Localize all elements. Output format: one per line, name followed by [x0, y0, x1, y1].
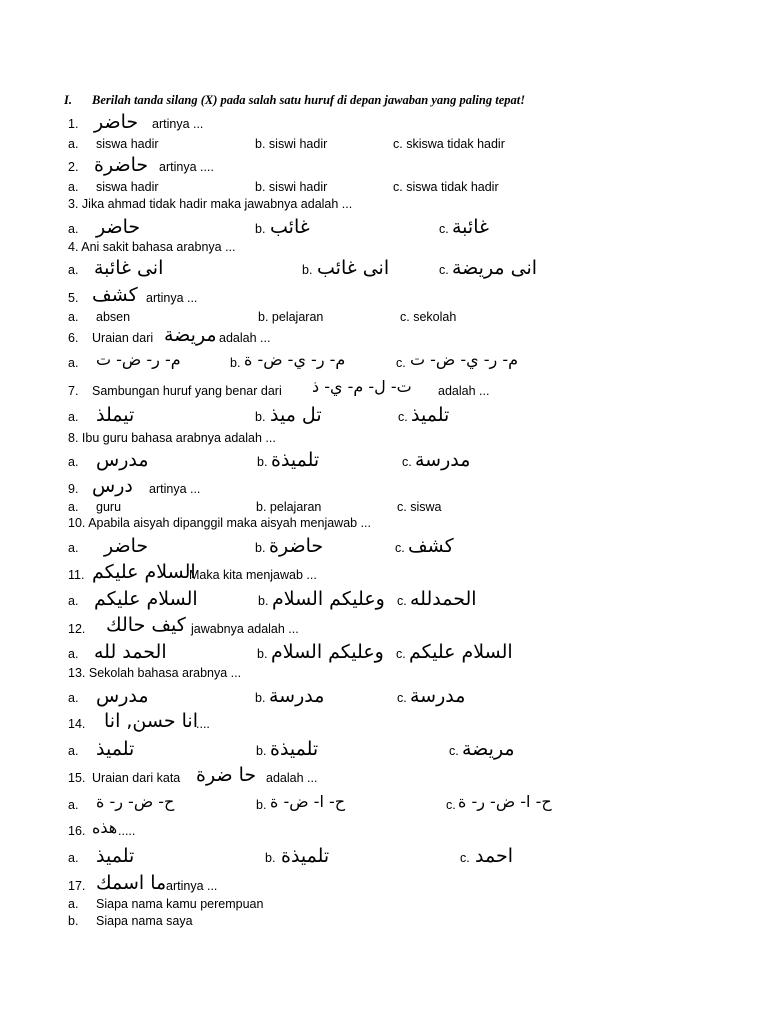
- option-b-arabic: تلميذة: [271, 449, 320, 471]
- option-b-label[interactable]: b.: [258, 594, 269, 608]
- option-b-arabic: تل ميذ: [270, 404, 322, 426]
- option-b-arabic: تلميذة: [270, 738, 319, 760]
- option-b-label: b.: [255, 137, 266, 151]
- option-b-label[interactable]: b.: [230, 356, 241, 370]
- question-number: 1.: [68, 117, 79, 131]
- option-a-label: a.: [68, 897, 79, 911]
- option-c-label[interactable]: c.: [396, 647, 406, 661]
- question-suffix: jawabnya adalah ...: [191, 622, 299, 636]
- option-c-label: c.: [400, 310, 410, 324]
- question-arabic: حا ضرة: [196, 764, 257, 786]
- option-b-arabic: حاضرة: [269, 535, 324, 557]
- option-c-text: siswa tidak hadir: [406, 180, 499, 194]
- option-a-label[interactable]: a.: [68, 744, 79, 758]
- question-number: 8.: [68, 431, 79, 445]
- option-a-arabic: ح- ض- ر- ة: [96, 792, 175, 811]
- option-b[interactable]: [255, 180, 327, 194]
- option-b-label[interactable]: b.: [255, 541, 266, 555]
- question-text: [68, 666, 241, 680]
- option-c-label[interactable]: c.: [402, 455, 412, 469]
- option-c[interactable]: [393, 180, 499, 194]
- question-number: 17.: [68, 879, 86, 893]
- question-arabic: السلام عليكم: [92, 561, 196, 583]
- option-c-arabic: انى مريضة: [452, 257, 538, 279]
- question-number: 7.: [68, 384, 79, 398]
- option-a-arabic: م- ر- ض- ت: [96, 350, 181, 369]
- option-a-label[interactable]: a.: [68, 541, 79, 555]
- option-c-arabic: ح- ا- ض- ر- ة: [458, 792, 552, 811]
- option-c-arabic: كشف: [408, 535, 454, 557]
- option-b-label[interactable]: b.: [255, 222, 266, 236]
- option-a-text: siswa hadir: [96, 180, 159, 194]
- option-c-text: skiswa tidak hadir: [406, 137, 505, 151]
- question-text: [68, 240, 236, 254]
- question-arabic: كشف: [92, 284, 138, 306]
- question-prefix: Uraian dari: [92, 331, 154, 345]
- option-a-arabic: تلميذ: [96, 845, 135, 867]
- option-b-text: siswi hadir: [268, 180, 328, 194]
- question-body: Jika ahmad tidak hadir maka jawabnya adalah ...: [81, 197, 353, 211]
- question-number: 4.: [68, 240, 79, 254]
- option-c-label[interactable]: c.: [395, 541, 405, 555]
- option-c-label[interactable]: c.: [396, 356, 406, 370]
- option-a-arabic: مدرس: [96, 685, 149, 707]
- option-c-label[interactable]: c.: [439, 222, 449, 236]
- question-arabic: مريضة: [164, 324, 217, 346]
- option-b-text: pelajaran: [271, 310, 324, 324]
- option-a-text: absen: [96, 310, 131, 324]
- question-arabic: ما اسمك: [96, 872, 167, 894]
- question-text: [68, 516, 371, 530]
- option-c[interactable]: [400, 310, 456, 324]
- option-a-text: siswa hadir: [96, 137, 159, 151]
- option-b-label[interactable]: b.: [256, 744, 267, 758]
- option-b-label: b.: [68, 914, 79, 928]
- instruction: [64, 93, 744, 108]
- option-a-label[interactable]: a.: [68, 137, 79, 151]
- option-b-arabic: مدرسة: [269, 685, 325, 707]
- question-number: 10.: [68, 516, 86, 530]
- option-b[interactable]: [255, 137, 327, 151]
- question-prefix: Sambungan huruf yang benar dari: [92, 384, 282, 398]
- option-a-label[interactable]: a.: [68, 455, 79, 469]
- option-c-arabic: الحمدلله: [410, 588, 477, 610]
- option-c-label[interactable]: c.: [439, 263, 449, 277]
- option-a-arabic: الحمد لله: [94, 641, 167, 663]
- option-b-text: Siapa nama saya: [96, 914, 193, 928]
- option-a-arabic: انى غائبة: [94, 257, 164, 279]
- question-suffix: artinya ...: [149, 482, 201, 496]
- question-number: 12.: [68, 622, 86, 636]
- option-c-label: c.: [397, 500, 407, 514]
- question-suffix: artinya ...: [152, 117, 204, 131]
- question-arabic: انا حسن, انا: [104, 710, 198, 732]
- option-c[interactable]: [397, 500, 441, 514]
- question-suffix: artinya ....: [159, 160, 214, 174]
- option-b-label[interactable]: b.: [255, 410, 266, 424]
- option-c-arabic: م- ر- ي- ض- ت: [410, 350, 518, 369]
- option-c-arabic: غائبة: [452, 216, 489, 238]
- option-b-label: b.: [258, 310, 269, 324]
- question-body: Ani sakit bahasa arabnya ...: [81, 240, 236, 254]
- question-suffix: adalah ...: [438, 384, 490, 398]
- question-suffix: Maka kita menjawab ...: [189, 568, 317, 582]
- option-a-arabic: مدرس: [96, 449, 149, 471]
- question-suffix: ....: [196, 717, 210, 731]
- option-b-arabic: انى غائب: [317, 257, 390, 279]
- option-c[interactable]: [393, 137, 505, 151]
- option-c-label[interactable]: c.: [398, 410, 408, 424]
- option-a-label[interactable]: a.: [68, 356, 79, 370]
- option-b-label[interactable]: b.: [257, 455, 268, 469]
- option-a-text: Siapa nama kamu perempuan: [96, 897, 264, 911]
- option-a-label[interactable]: a.: [68, 180, 79, 194]
- question-body: Apabila aisyah dipanggil maka aisyah menjawab ...: [88, 516, 371, 530]
- question-arabic: حاضرة: [94, 154, 149, 176]
- option-a-label[interactable]: a.: [68, 691, 79, 705]
- option-a-label[interactable]: a.: [68, 410, 79, 424]
- option-a-label[interactable]: a.: [68, 851, 79, 865]
- question-arabic: هذه: [92, 818, 118, 837]
- question-number: 9.: [68, 482, 79, 496]
- option-b-arabic: وعليكم السلام: [272, 588, 385, 610]
- question-suffix: artinya ...: [146, 291, 198, 305]
- option-b[interactable]: [256, 500, 321, 514]
- question-number: 15.: [68, 771, 86, 785]
- question-number: 3.: [68, 197, 79, 211]
- question-suffix: adalah ...: [219, 331, 271, 345]
- option-b-label[interactable]: b.: [265, 851, 276, 865]
- option-a-arabic: تلميذ: [96, 738, 135, 760]
- option-b-arabic: م- ر- ي- ض- ة: [244, 350, 346, 369]
- question-number: 16.: [68, 824, 86, 838]
- option-a-label[interactable]: a.: [68, 798, 79, 812]
- option-a-label[interactable]: a.: [68, 500, 79, 514]
- question-suffix: .....: [118, 824, 136, 838]
- question-text: [68, 431, 276, 445]
- option-b-label[interactable]: b.: [256, 798, 267, 812]
- option-b[interactable]: [258, 310, 323, 324]
- option-a-label[interactable]: a.: [68, 310, 79, 324]
- question-prefix: Uraian dari kata: [92, 771, 181, 785]
- option-c-label[interactable]: c.: [460, 851, 470, 865]
- question-suffix: artinya ...: [166, 879, 218, 893]
- option-b-label[interactable]: b.: [302, 263, 313, 277]
- question-number: 14.: [68, 717, 86, 731]
- option-a-arabic: حاضر: [96, 216, 141, 238]
- option-c-text: sekolah: [413, 310, 457, 324]
- option-b-text: pelajaran: [269, 500, 322, 514]
- question-body: Ibu guru bahasa arabnya adalah ...: [81, 431, 276, 445]
- option-c-label[interactable]: c.: [397, 594, 407, 608]
- option-a-label[interactable]: a.: [68, 222, 79, 236]
- option-a-label[interactable]: a.: [68, 263, 79, 277]
- instruction-text: Berilah tanda silang (X) pada salah satu huruf di depan jawaban yang paling tepat!: [92, 93, 526, 107]
- option-c-arabic: تلميذ: [411, 404, 450, 426]
- option-a-arabic: تيملذ: [96, 404, 135, 426]
- question-arabic: ت- ل- م- ي- ذ: [312, 377, 412, 396]
- option-b-arabic: غائب: [270, 216, 310, 238]
- question-number: 11.: [68, 568, 85, 582]
- option-c-label[interactable]: c.: [397, 691, 407, 705]
- question-number: 6.: [68, 331, 79, 345]
- option-c-label[interactable]: c.: [446, 798, 456, 812]
- option-a-text: guru: [96, 500, 122, 514]
- option-b-label: b.: [255, 180, 266, 194]
- option-c-label: c.: [393, 137, 403, 151]
- option-b-arabic: تلميذة: [281, 845, 330, 867]
- question-body: Sekolah bahasa arabnya ...: [88, 666, 242, 680]
- question-suffix: adalah ...: [266, 771, 318, 785]
- option-b-arabic: وعليكم السلام: [271, 641, 384, 663]
- instruction-number: I.: [64, 93, 72, 107]
- option-b-label[interactable]: b.: [255, 691, 266, 705]
- option-c-label: c.: [393, 180, 403, 194]
- question-number: 5.: [68, 291, 79, 305]
- option-b-arabic: ح- ا- ض- ة: [270, 792, 346, 811]
- option-a-arabic: السلام عليكم: [94, 588, 198, 610]
- option-a-arabic: حاضر: [104, 535, 149, 557]
- option-c-arabic: السلام عليكم: [409, 641, 513, 663]
- option-a-label[interactable]: a.: [68, 647, 79, 661]
- option-c-arabic: مدرسة: [410, 685, 466, 707]
- question-arabic: كيف حالك: [106, 614, 186, 636]
- question-text: [68, 197, 352, 211]
- question-arabic: حاضر: [94, 111, 139, 133]
- option-c-arabic: احمد: [475, 845, 513, 867]
- question-arabic: درس: [92, 475, 133, 497]
- option-b-label: b.: [256, 500, 267, 514]
- option-b-text: siswi hadir: [268, 137, 328, 151]
- option-b-label[interactable]: b.: [257, 647, 268, 661]
- question-number: 2.: [68, 160, 79, 174]
- option-c-text: siswa: [410, 500, 442, 514]
- question-number: 13.: [68, 666, 86, 680]
- option-c-arabic: مدرسة: [415, 449, 471, 471]
- option-a-label[interactable]: a.: [68, 594, 79, 608]
- option-c-arabic: مريضة: [462, 738, 515, 760]
- option-c-label[interactable]: c.: [449, 744, 459, 758]
